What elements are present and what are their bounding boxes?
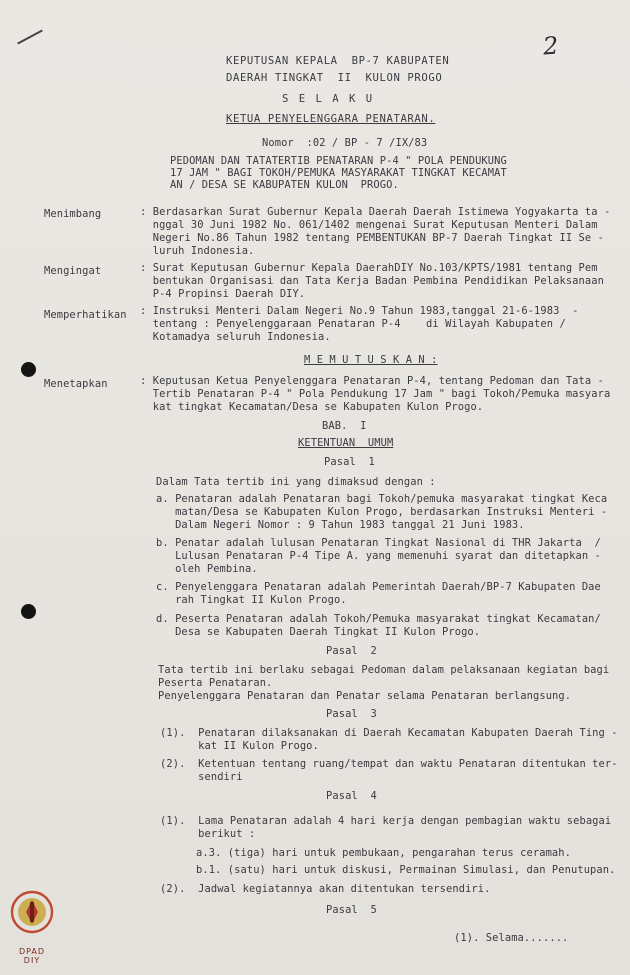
menimbang-line-4: luruh Indonesia.	[140, 245, 255, 257]
pasal-4-sub-a: a.3. (tiga) hari untuk pembukaan, pengarahan terus ceramah.	[196, 847, 571, 859]
pasal-5-heading: Pasal 5	[326, 904, 377, 916]
definition-c-line-1: c. Penyelenggara Penataran adalah Pemerintah Daerah/BP-7 Kabupaten Dae	[156, 581, 601, 593]
punch-hole-bottom	[21, 604, 36, 619]
memperhatikan-line-2: tentang : Penyelenggaraan Penataran P-4 di Wilayah Kabupaten /	[140, 318, 566, 330]
definition-a-line-2: matan/Desa se Kabupaten Kulon Progo, berdasarkan Instruksi Menteri -	[156, 506, 608, 518]
punch-hole-top	[21, 362, 36, 377]
logo-bar	[30, 902, 34, 922]
subject-line-2: 17 JAM " BAGI TOKOH/PEMUKA MASYARAKAT TINGKAT KECAMAT	[170, 167, 507, 179]
menimbang-line-2: nggal 30 Juni 1982 No. 061/1402 mengenai Surat Keputusan Menteri Dalam	[140, 219, 598, 231]
document-number: Nomor :02 / BP - 7 /IX/83	[262, 137, 428, 149]
pasal-4-sub-b: b.1. (satu) hari untuk diskusi, Permainan Simulasi, dan Penutupan.	[196, 864, 616, 876]
menetapkan-line-3: kat tingkat Kecamatan/Desa se Kabupaten Kulon Progo.	[140, 401, 484, 413]
menetapkan-label: Menetapkan	[44, 378, 108, 390]
definition-a-line-3: Dalam Negeri Nomor : 9 Tahun 1983 tanggal 21 Juni 1983.	[156, 519, 525, 531]
bab-heading: BAB. I	[322, 420, 367, 432]
pasal-3-item-1-line-1: (1). Penataran dilaksanakan di Daerah Kecamatan Kabupaten Daerah Ting -	[160, 727, 618, 739]
menimbang-line-3: Negeri No.86 Tahun 1982 tentang PEMBENTUKAN BP-7 Daerah Tingkat II Se -	[140, 232, 604, 244]
pasal-3-heading: Pasal 3	[326, 708, 377, 720]
pasal-4-item-1-line-2: berikut :	[160, 828, 256, 840]
bab-title: KETENTUAN UMUM	[298, 437, 394, 449]
pasal-3-item-1-line-2: kat II Kulon Progo.	[160, 740, 319, 752]
logo-label-line-2: DIY	[23, 956, 41, 965]
mengingat-line-3: P-4 Propinsi Daerah DIY.	[140, 288, 306, 300]
header-line-3: S E L A K U	[282, 93, 375, 105]
page-number: 2	[542, 31, 560, 61]
mengingat-label: Mengingat	[44, 265, 102, 277]
pasal-4-item-2: (2). Jadwal kegiatannya akan ditentukan tersendiri.	[160, 883, 491, 895]
pasal-2-heading: Pasal 2	[326, 645, 377, 657]
mengingat-line-2: bentukan Organisasi dan Tata Kerja Badan Pembina Pendidikan Pelaksanaan	[140, 275, 604, 287]
subject-line-3: AN / DESA SE KABUPATEN KULON PROGO.	[170, 179, 399, 191]
pasal-4-item-1-line-1: (1). Lama Penataran adalah 4 hari kerja dengan pembagian waktu sebagai	[160, 815, 612, 827]
memutuskan-heading: M E M U T U S K A N :	[304, 354, 438, 366]
header-line-2: DAERAH TINGKAT II KULON PROGO	[226, 72, 443, 84]
pasal-4-heading: Pasal 4	[326, 790, 377, 802]
pasal-2-line-3: Penyelenggara Penataran dan Penatar selama Penataran berlangsung.	[158, 690, 572, 702]
definition-b-line-3: oleh Pembina.	[156, 563, 258, 575]
definition-d-line-2: Desa se Kabupaten Daerah Tingkat II Kulon Progo.	[156, 626, 481, 638]
continuation-catchword: (1). Selama.......	[454, 932, 569, 944]
definition-c-line-2: rah Tingkat II Kulon Progo.	[156, 594, 347, 606]
pasal-3-item-2-line-1: (2). Ketentuan tentang ruang/tempat dan waktu Penataran ditentukan ter-	[160, 758, 618, 770]
logo-label	[12, 947, 52, 965]
menimbang-label: Menimbang	[44, 208, 102, 220]
header-line-1: KEPUTUSAN KEPALA BP-7 KABUPATEN	[226, 55, 450, 67]
memperhatikan-line-1: : Instruksi Menteri Dalam Negeri No.9 Tahun 1983,tanggal 21-6-1983 -	[140, 305, 579, 317]
menimbang-line-1: : Berdasarkan Surat Gubernur Kepala Daerah Daerah Istimewa Yogyakarta ta -	[140, 206, 611, 218]
memperhatikan-label: Memperhatikan	[44, 309, 127, 321]
menetapkan-line-1: : Keputusan Ketua Penyelenggara Penataran P-4, tentang Pedoman dan Tata -	[140, 375, 604, 387]
mengingat-line-1: : Surat Keputusan Gubernur Kepala DaerahDIY No.103/KPTS/1981 tentang Pem	[140, 262, 598, 274]
subject-line-1: PEDOMAN DAN TATATERTIB PENATARAN P-4 " POLA PENDUKUNG	[170, 155, 507, 167]
pasal-1-heading: Pasal 1	[324, 456, 375, 468]
definition-a-line-1: a. Penataran adalah Penataran bagi Tokoh/pemuka masyarakat tingkat Keca	[156, 493, 608, 505]
definition-d-line-1: d. Peserta Penataran adalah Tokoh/Pemuka masyarakat tingkat Kecamatan/	[156, 613, 601, 625]
header-line-4: KETUA PENYELENGGARA PENATARAN.	[226, 113, 436, 125]
pasal-2-line-1: Tata tertib ini berlaku sebagai Pedoman dalam pelaksanaan kegiatan bagi	[158, 664, 610, 676]
definitions-intro: Dalam Tata tertib ini yang dimaksud dengan :	[156, 476, 436, 488]
pasal-3-item-2-line-2: sendiri	[160, 771, 243, 783]
pencil-mark	[17, 30, 43, 45]
definition-b-line-1: b. Penatar adalah lulusan Penataran Tingkat Nasional di THR Jakarta /	[156, 537, 601, 549]
menetapkan-line-2: Tertib Penataran P-4 " Pola Pendukung 17 Jam " bagi Tokoh/Pemuka masyara	[140, 388, 611, 400]
pasal-2-line-2: Peserta Penataran.	[158, 677, 273, 689]
logo-label-line-1: DPAD	[18, 947, 46, 956]
memperhatikan-line-3: Kotamadya seluruh Indonesia.	[140, 331, 331, 343]
definition-b-line-2: Lulusan Penataran P-4 Tipe A. yang memenuhi syarat dan ditetapkan -	[156, 550, 601, 562]
